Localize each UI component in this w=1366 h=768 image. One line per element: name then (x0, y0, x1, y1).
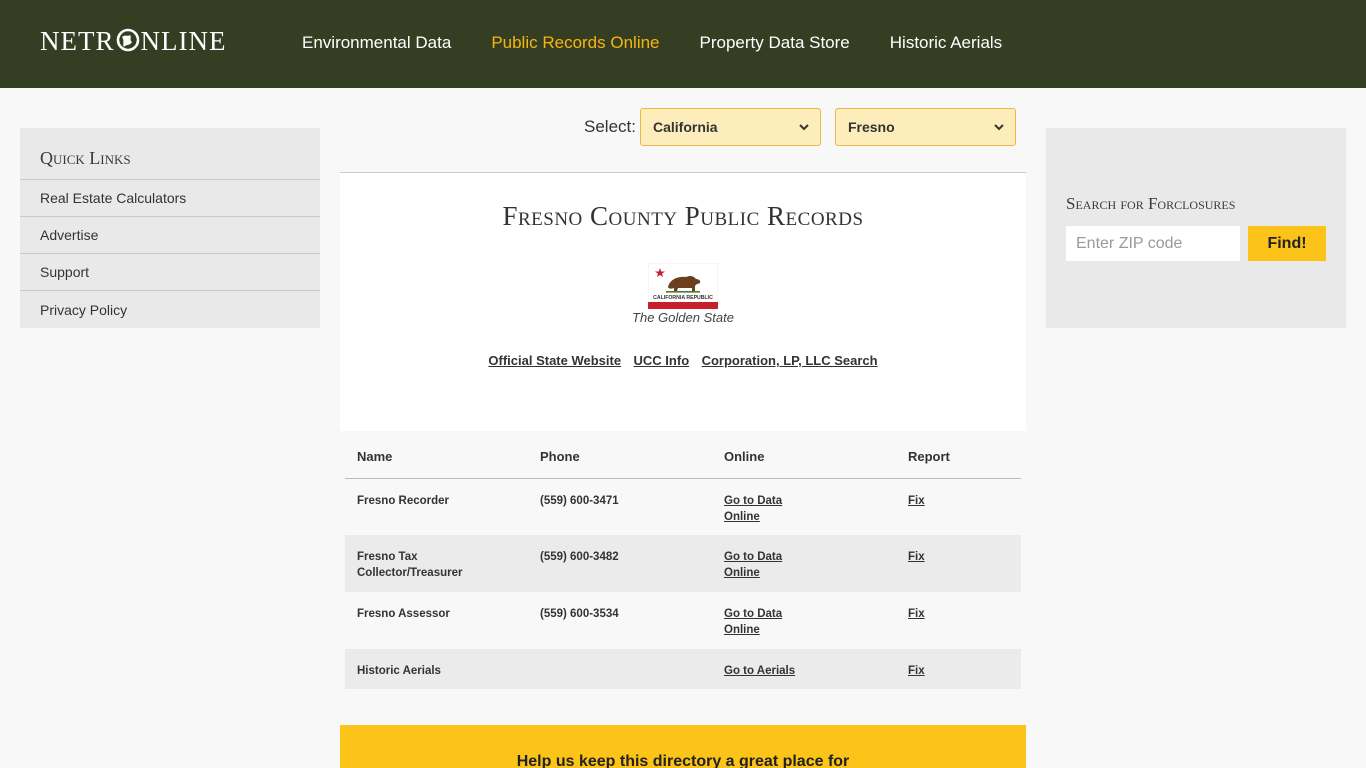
link-privacy-policy[interactable]: Privacy Policy (40, 301, 128, 318)
col-header-online: Online (712, 432, 896, 478)
link-support[interactable]: Support (40, 264, 90, 280)
quick-link-item (20, 291, 320, 328)
cell-report (896, 478, 1021, 535)
logo-text-right: NLINE (140, 25, 227, 56)
go-to-data-online-link[interactable]: Go to Data Online (724, 494, 783, 523)
main-nav (302, 33, 1042, 53)
find-button[interactable]: Find! (1248, 226, 1326, 261)
official-state-website-link[interactable]: Official State Website (488, 353, 622, 368)
county-select[interactable] (835, 108, 1016, 146)
state-select-value: California (652, 119, 718, 135)
cell-phone (528, 649, 712, 689)
quick-links-list (20, 180, 320, 328)
quick-link-item (20, 217, 320, 254)
nav-public-records-online[interactable]: Public Records Online (491, 33, 660, 52)
col-header-phone: Phone (528, 432, 712, 478)
fix-link[interactable]: Fix (908, 494, 925, 507)
table-row (345, 649, 1021, 689)
foreclosure-search-title: Search for Forclosures (1066, 194, 1236, 213)
zip-code-input[interactable]: Enter ZIP code (1066, 226, 1240, 261)
nav-historic-aerials[interactable]: Historic Aerials (889, 33, 1003, 52)
fix-link[interactable]: Fix (908, 665, 925, 677)
go-to-data-online-link[interactable]: Go to Data Online (724, 551, 783, 579)
globe-icon (116, 28, 140, 52)
nav-environmental-data[interactable]: Environmental Data (302, 33, 452, 52)
help-banner-text: Help us keep this directory a great place for (516, 753, 850, 768)
cell-online (712, 592, 896, 649)
nav-property-data-store[interactable]: Property Data Store (699, 33, 850, 52)
chevron-down-icon (993, 121, 1005, 133)
location-selector (584, 108, 1016, 146)
corporation-search-link[interactable]: Corporation, LP, LLC Search (701, 353, 878, 368)
cell-name: Historic Aerials (345, 649, 528, 689)
cell-phone: (559) 600-3482 (528, 535, 712, 592)
quick-link-item (20, 254, 320, 291)
netronline-logo[interactable] (40, 26, 226, 56)
quick-links-title: Quick Links (20, 128, 320, 180)
flag-text: CALIFORNIA REPUBLIC (653, 295, 713, 301)
link-advertise[interactable]: Advertise (40, 227, 99, 243)
logo-text-left: NETR (40, 25, 115, 56)
california-flag-icon (648, 263, 718, 309)
cell-report (896, 592, 1021, 649)
county-select-value: Fresno (847, 119, 895, 135)
go-to-data-online-link[interactable]: Go to Data Online (724, 608, 783, 636)
cell-online (712, 649, 896, 689)
cell-report (896, 535, 1021, 592)
top-navbar (0, 0, 1366, 88)
cell-report (896, 649, 1021, 689)
fix-link[interactable]: Fix (908, 608, 925, 620)
state-nickname: The Golden State (632, 310, 734, 325)
county-records-card (340, 172, 1026, 431)
link-real-estate-calculators[interactable]: Real Estate Calculators (40, 190, 187, 206)
quick-links-panel (20, 128, 320, 328)
page-title: Fresno County Public Records (502, 201, 864, 231)
foreclosure-search-panel (1046, 128, 1346, 328)
fix-link[interactable]: Fix (908, 551, 925, 563)
state-links (340, 352, 1026, 370)
go-to-aerials-link[interactable]: Go to Aerials (724, 665, 796, 677)
table-header-row (345, 432, 1021, 478)
cell-name: Fresno Tax Collector/Treasurer (345, 535, 528, 592)
cell-phone: (559) 600-3534 (540, 608, 619, 620)
select-label: Select: (584, 117, 636, 136)
chevron-down-icon (798, 121, 810, 133)
ucc-info-link[interactable]: UCC Info (633, 353, 690, 368)
cell-name: Fresno Assessor (357, 608, 450, 620)
table-row (345, 592, 1021, 649)
col-header-name: Name (345, 432, 528, 478)
cell-name: Fresno Recorder (357, 494, 450, 507)
table-row (345, 535, 1021, 592)
quick-link-item (20, 180, 320, 217)
help-banner (340, 725, 1026, 768)
cell-online (712, 478, 896, 535)
state-select[interactable] (640, 108, 821, 146)
table-row (345, 478, 1021, 535)
cell-online (712, 535, 896, 592)
cell-phone: (559) 600-3471 (540, 494, 619, 507)
col-header-report: Report (896, 432, 1021, 478)
records-table (345, 432, 1021, 689)
